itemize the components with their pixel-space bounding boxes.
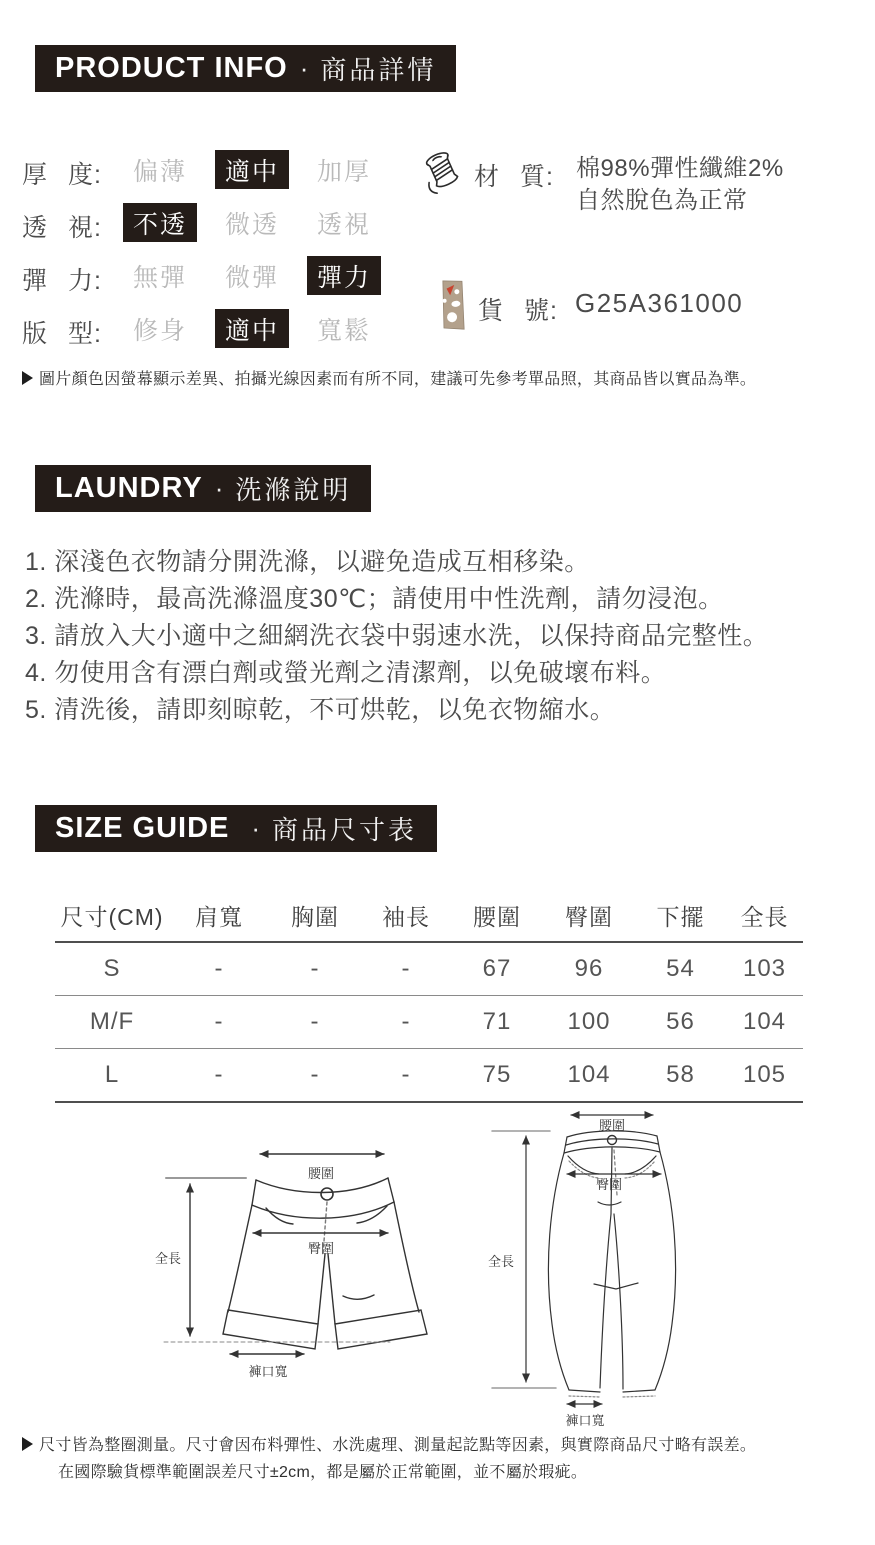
pants-hip-label: 臀圍	[595, 1177, 623, 1192]
laundry-item: 1. 深淺色衣物請分開洗滌，以避免造成互相移染。	[25, 548, 590, 576]
attr-label: 厚 度:	[22, 161, 102, 189]
cell: 54	[666, 955, 695, 982]
cell: 104	[742, 1008, 787, 1035]
pants-length-label: 全長	[487, 1254, 515, 1269]
cell: -	[214, 1008, 224, 1035]
column-header: 胸圍	[291, 904, 339, 930]
attr-option: 微彈	[224, 263, 279, 292]
cell: 96	[574, 955, 604, 982]
column-header: 下擺	[656, 904, 705, 930]
cell: 56	[666, 1008, 695, 1035]
laundry-item: 2. 洗滌時，最高洗滌溫度30℃；請使用中性洗劑，請勿浸泡。	[25, 585, 724, 613]
product-info-header	[35, 45, 456, 92]
cell: 103	[742, 955, 787, 982]
size-guide-header-zh: 商品尺寸表	[272, 815, 418, 845]
attr-label: 版 型:	[22, 320, 102, 348]
cell: -	[401, 955, 411, 982]
attr-row-thickness	[22, 150, 417, 190]
attr-label: 彈 力:	[22, 267, 102, 295]
attr-label: 透 視:	[22, 214, 102, 242]
attr-option: 加厚	[316, 157, 371, 186]
size-guide-note-line2: 在國際驗貨標準範圍誤差尺寸±2cm，都是屬於正常範圍，並不屬於瑕疵。	[58, 1464, 588, 1481]
cell: 100	[567, 1008, 611, 1035]
laundry-instructions	[25, 544, 768, 729]
arrow-right-icon	[22, 371, 33, 385]
cell: -	[310, 1008, 320, 1035]
attr-option: 寬鬆	[316, 316, 371, 345]
laundry-header-en: LAUNDRY	[55, 472, 203, 504]
size-table-header-row	[55, 893, 803, 943]
cell-size: L	[104, 1061, 120, 1088]
attr-row-stretch	[22, 256, 417, 296]
product-info-header-en: PRODUCT INFO	[55, 52, 288, 84]
cell: -	[310, 955, 320, 982]
laundry-item: 5. 清洗後，請即刻晾乾，不可烘乾，以免衣物縮水。	[25, 696, 616, 724]
material-label: 材 質:	[474, 163, 554, 191]
header-dot: ·	[251, 813, 261, 843]
cell: 71	[482, 1008, 512, 1035]
shorts-leg-opening-label: 褲口寬	[248, 1364, 288, 1379]
pants-diagram	[468, 1092, 710, 1444]
cell-size: M/F	[89, 1008, 135, 1035]
attr-option-selected: 適中	[215, 309, 289, 348]
cell: 75	[482, 1061, 512, 1088]
product-info-note	[22, 366, 756, 393]
shorts-waist-label: 腰圍	[307, 1166, 335, 1181]
material-value	[576, 153, 784, 217]
cell: -	[401, 1008, 411, 1035]
column-header: 全長	[740, 904, 789, 930]
laundry-header-zh: 洗滌說明	[235, 475, 352, 505]
table-row	[55, 996, 803, 1049]
attr-option: 偏薄	[132, 157, 187, 186]
cell: 58	[666, 1061, 695, 1088]
cell: 104	[567, 1061, 611, 1088]
column-header: 肩寬	[195, 904, 243, 930]
attr-option-selected: 彈力	[307, 256, 381, 295]
material-line1: 棉98%彈性纖維2%	[576, 155, 784, 182]
material-line2: 自然脫色為正常	[576, 187, 748, 214]
laundry-item: 3. 請放入大小適中之細網洗衣袋中弱速水洗，以保持商品完整性。	[25, 622, 769, 650]
size-table	[55, 893, 803, 1103]
attr-option: 透視	[316, 210, 371, 239]
laundry-header	[35, 465, 371, 512]
attr-option: 無彈	[132, 263, 187, 292]
shorts-length-label: 全長	[154, 1251, 182, 1266]
size-guide-note	[22, 1432, 756, 1486]
cell: -	[401, 1061, 411, 1088]
column-header: 臀圍	[565, 904, 613, 930]
product-info-note-text: 圖片顏色因螢幕顯示差異、拍攝光線因素而有所不同，建議可先參考單品照，其商品皆以實品為準。	[39, 371, 757, 388]
size-guide-header	[35, 805, 437, 852]
size-guide-note-line1-wrap	[22, 1432, 756, 1459]
header-dot: ·	[299, 53, 309, 83]
column-header: 袖長	[382, 904, 430, 930]
pants-leg-opening-label: 褲口寬	[565, 1413, 605, 1428]
item-number-label: 貨 號:	[478, 297, 558, 325]
laundry-item: 4. 勿使用含有漂白劑或螢光劑之清潔劑，以免破壞布料。	[25, 659, 667, 687]
item-number-value: G25A361000	[575, 288, 744, 318]
shorts-diagram	[138, 1106, 460, 1406]
size-guide-note-line1: 尺寸皆為整圈測量。尺寸會因布料彈性、水洗處理、測量起訖點等因素，與實際商品尺寸略有誤差。	[39, 1437, 757, 1454]
column-header: 尺寸(CM)	[60, 904, 164, 930]
attr-row-sheerness	[22, 203, 417, 243]
column-header: 腰圍	[473, 904, 521, 930]
thread-spool-icon	[420, 148, 466, 196]
cell: -	[214, 955, 224, 982]
cell-size: S	[103, 955, 121, 982]
table-row	[55, 943, 803, 996]
attr-option-selected: 適中	[215, 150, 289, 189]
header-dot: ·	[214, 473, 224, 503]
arrow-right-icon	[22, 1437, 33, 1451]
cell: -	[214, 1061, 224, 1088]
pants-waist-label: 腰圍	[598, 1118, 626, 1133]
cell: 105	[742, 1061, 787, 1088]
cell: -	[310, 1061, 320, 1088]
size-guide-header-en: SIZE GUIDE	[55, 812, 230, 844]
shorts-hip-label: 臀圍	[307, 1241, 335, 1256]
product-info-header-zh: 商品詳情	[320, 55, 437, 85]
attr-option-selected: 不透	[123, 203, 197, 242]
cell: 67	[482, 955, 512, 982]
attr-option: 修身	[132, 316, 187, 345]
attr-option: 微透	[224, 210, 279, 239]
attr-row-fit	[22, 309, 417, 349]
hang-tag-icon	[436, 276, 472, 334]
